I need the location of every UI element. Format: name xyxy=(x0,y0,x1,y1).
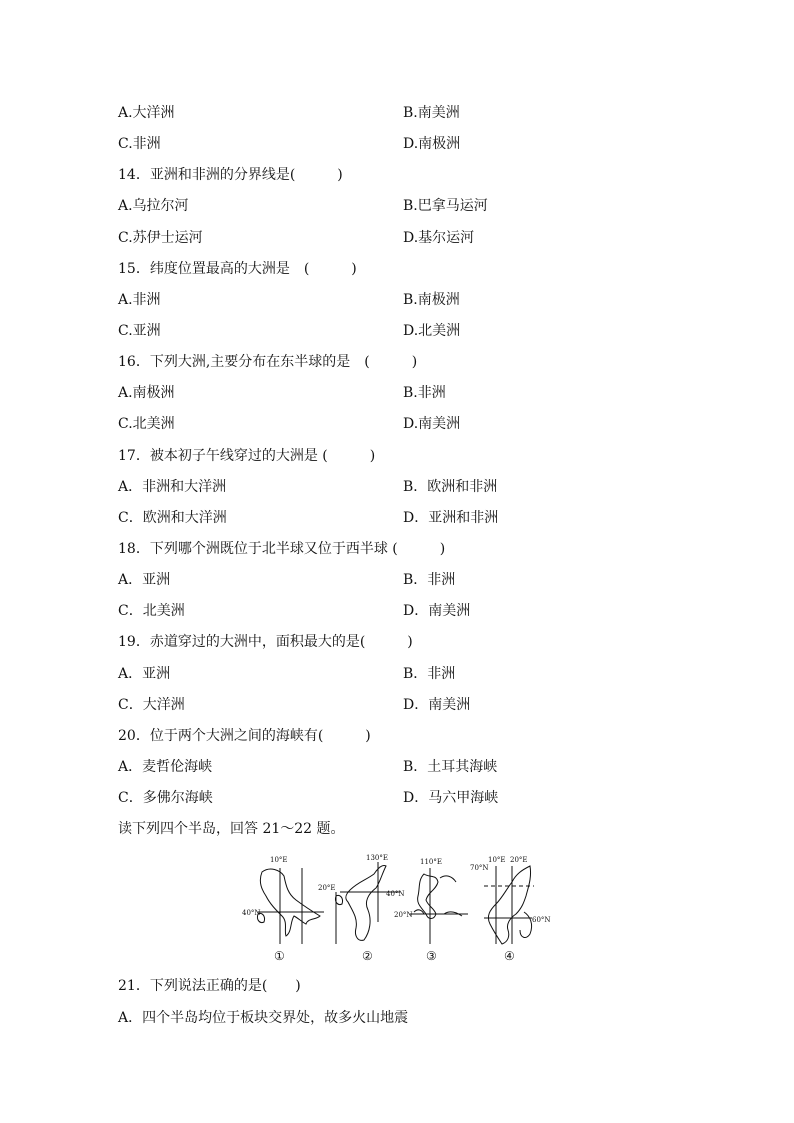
option-d: D．南美洲 xyxy=(403,603,471,619)
option-b: B．非洲 xyxy=(403,666,456,682)
p3-lat-label: 20°N xyxy=(394,911,413,919)
question-14: 14．亚洲和非洲的分界线是( ) xyxy=(118,167,343,183)
option-b: B.巴拿马运河 xyxy=(403,198,488,214)
p2-lon-top-label: 130°E xyxy=(366,854,388,862)
question-18: 18．下列哪个洲既位于北半球又位于西半球 ( ) xyxy=(118,541,446,557)
question-19: 19．赤道穿过的大洲中，面积最大的是( ) xyxy=(118,634,413,650)
option-c: C.苏伊士运河 xyxy=(118,230,203,246)
option-d: D.基尔运河 xyxy=(403,230,475,246)
option-c: C．大洋洲 xyxy=(118,697,185,713)
peninsula-number-3: ③ xyxy=(426,949,437,963)
option-b: B．土耳其海峡 xyxy=(403,759,498,775)
p1-lat-label: 40°N xyxy=(242,909,261,917)
question-15: 15．纬度位置最高的大洲是 ( ) xyxy=(118,261,357,277)
option-d: D.南美洲 xyxy=(403,416,461,432)
option-d: D．亚洲和非洲 xyxy=(403,510,499,526)
question-17: 17．被本初子午线穿过的大洲是 ( ) xyxy=(118,448,376,464)
question-16: 16．下列大洲,主要分布在东半球的是 ( ) xyxy=(118,354,418,370)
peninsula-map-4 xyxy=(484,866,534,944)
option-c: C．欧洲和大洋洲 xyxy=(118,510,227,526)
option-a: A．亚洲 xyxy=(118,572,171,588)
p3-lon-label: 110°E xyxy=(420,858,442,866)
p2-lon-left-label: 20°E xyxy=(318,884,336,892)
p4-lat-bottom-label: 60°N xyxy=(532,916,551,924)
option-a: A.乌拉尔河 xyxy=(118,198,189,214)
peninsula-number-4: ④ xyxy=(504,949,515,963)
option-b: B.南极洲 xyxy=(403,292,460,308)
option-a: A．麦哲伦海峡 xyxy=(118,759,213,775)
peninsula-number-2: ② xyxy=(362,949,373,963)
question-21-option-a: A．四个半岛均位于板块交界处，故多火山地震 xyxy=(118,1010,409,1026)
option-b: B.南美洲 xyxy=(403,105,460,121)
peninsula-figure xyxy=(240,852,560,964)
option-d: D.南极洲 xyxy=(403,136,461,152)
option-c: C．多佛尔海峡 xyxy=(118,790,213,806)
option-d: D.北美洲 xyxy=(403,323,461,339)
option-d: D．马六甲海峡 xyxy=(403,790,499,806)
question-20: 20．位于两个大洲之间的海峡有( ) xyxy=(118,728,371,744)
option-c: C．北美洲 xyxy=(118,603,185,619)
reading-instruction: 读下列四个半岛，回答 21～22 题。 xyxy=(118,821,345,837)
peninsula-map-1 xyxy=(257,868,324,944)
option-b: B.非洲 xyxy=(403,385,446,401)
option-b: B．欧洲和非洲 xyxy=(403,479,498,495)
option-a: A．非洲和大洋洲 xyxy=(118,479,227,495)
peninsula-map-3 xyxy=(410,868,468,944)
p4-lon1-label: 10°E xyxy=(488,856,506,864)
option-b: B．非洲 xyxy=(403,572,456,588)
peninsula-number-1: ① xyxy=(274,949,285,963)
p4-lon2-label: 20°E xyxy=(510,856,528,864)
option-a: A.南极洲 xyxy=(118,385,175,401)
p2-lat-label: 40°N xyxy=(386,890,405,898)
p4-lat-top-label: 70°N xyxy=(470,864,489,872)
option-c: C.非洲 xyxy=(118,136,161,152)
option-a: A.非洲 xyxy=(118,292,161,308)
option-c: C.亚洲 xyxy=(118,323,161,339)
option-a: A.大洋洲 xyxy=(118,105,175,121)
question-21: 21．下列说法正确的是( ) xyxy=(118,978,301,994)
option-a: A．亚洲 xyxy=(118,666,171,682)
option-d: D．南美洲 xyxy=(403,697,471,713)
option-c: C.北美洲 xyxy=(118,416,175,432)
peninsula-map-2 xyxy=(335,862,400,944)
p1-lon-label: 10°E xyxy=(270,856,288,864)
